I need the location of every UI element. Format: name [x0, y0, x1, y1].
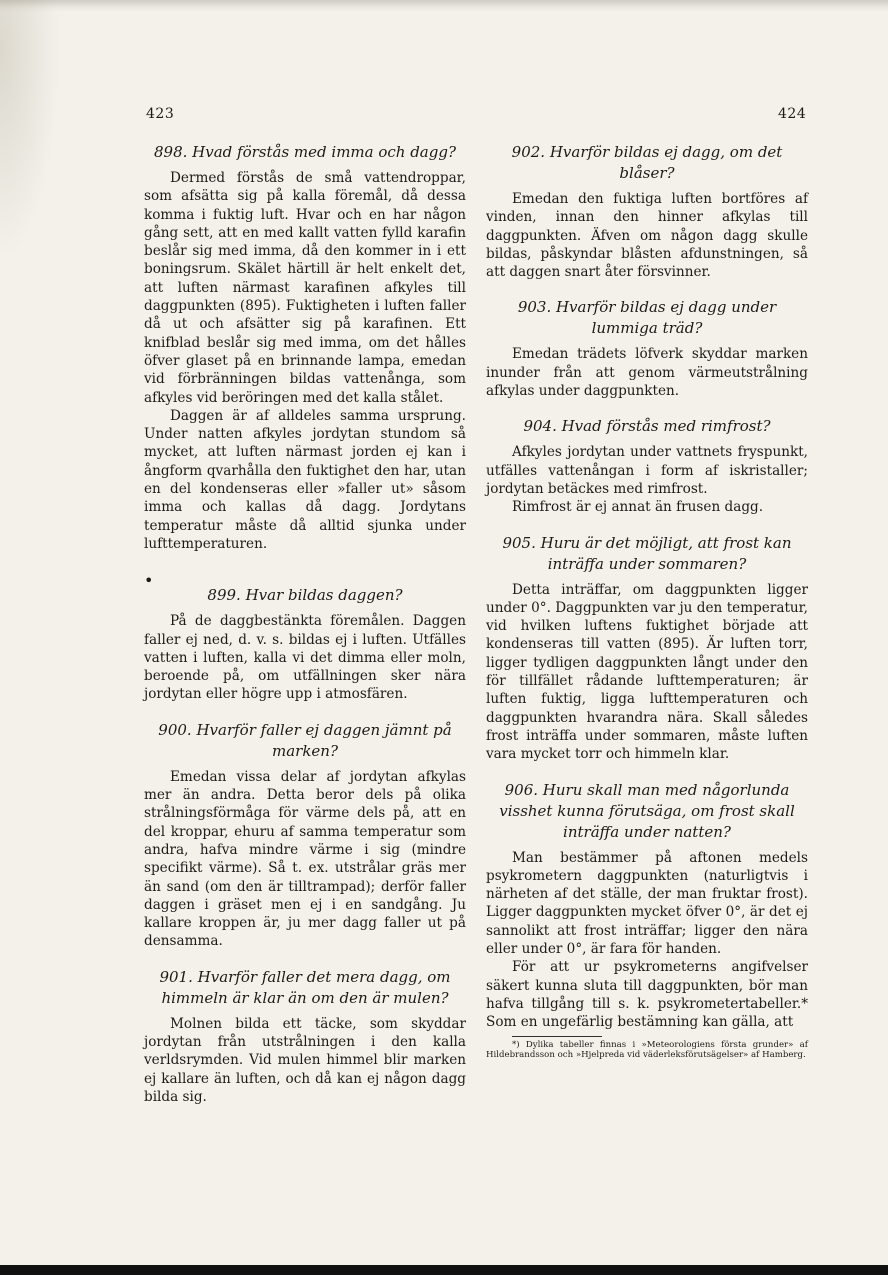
- heading-899: 899. Hvar bildas daggen?: [207, 586, 403, 605]
- paragraph-903-1: Emedan trädets löfverk skyddar marken inunder från att genom värmeutstrålning afkylas under daggpunkten.: [486, 346, 808, 400]
- bullet-mark: •: [144, 571, 154, 591]
- paragraph-906-1: Man bestämmer på aftonen medels psykrometern daggpunkten (naturligtvis i närheten af det ställe, der man fruktar frost). Ligger daggpunkten mycket öfver 0°, är det ej sannolikt att frost inträffar; ligger den nära eller under 0°, är fara för handen.: [486, 849, 808, 958]
- paragraph-900-1: Emedan vissa delar af jordytan afkylas mer än andra. Detta beror dels på olika strålningsförmåga för värme dels på, att en del kroppar, ehuru af samma temperatur som andra, hafva mindre värme i sig (mindre specifikt värme). Så t. ex. utstrålar gräs mer än sand (om den är tilltrampad); derför faller daggen i gräset men ej i en sandgång. Ju kallare kroppen är, ju mer dagg faller ut på densamma.: [144, 768, 466, 950]
- paragraph-902-1: Emedan den fuktiga luften bortföres af vinden, innan den hinner afkylas till daggpunkten. Äfven om någon dagg skulle bildas, påskyndar blåsten afdunstningen, så att daggen snart åter försvinner.: [486, 191, 808, 281]
- paragraph-905-1: Detta inträffar, om daggpunkten ligger under 0°. Daggpunkten var ju den temperatur, vid hvilken luftens fuktighet började att kondenseras till vatten (895). Är luften torr, ligger tydligen daggpunkten långt under den för tillfället rådande lufttemperaturen; är luften fuktig, ligga lufttemperaturen och daggpunkten hvarandra nära. Skall således frost inträffa under sommaren, måste luften vara mycket torr och himmeln klar.: [486, 581, 808, 763]
- heading-906: 906. Huru skall man med någorlunda visshet kunna förutsäga, om frost skall inträffa under natten?: [499, 780, 795, 841]
- heading-902: 902. Hvarför bildas ej dagg, om det blåser?: [511, 143, 783, 182]
- paragraph-898-2: Daggen är af alldeles samma ursprung. Under natten afkyles jordytan stundom så mycket, att luften närmast jorden ej kan i ångform qvarhålla den fuktighet den har, utan en del kondenseras eller »faller ut» såsom imma och kallas då dagg. Jordytans temperatur måste då alltid sjunka under lufttemperaturen.: [144, 407, 466, 552]
- footnote: *) Dylika tabeller finnas i »Meteorologiens första grunder» af Hildebrandsson och »Hjelpreda vid väderleksförutsägelser» af Hamberg.: [486, 1039, 808, 1060]
- paper-stain: [0, 0, 60, 260]
- footnote-rule: [512, 1036, 602, 1037]
- paragraph-904-1: Afkyles jordytan under vattnets fryspunkt, utfälles vattenångan i form af iskristaller; jordytan betäckes med rimfrost.: [486, 444, 808, 497]
- heading-901: 901. Hvarför faller det mera dagg, om himmeln är klar än om den är mulen?: [159, 967, 451, 1007]
- heading-898: 898. Hvad förstås med imma och dagg?: [154, 143, 456, 161]
- page-bottom-edge: [0, 1265, 888, 1275]
- paragraph-906-2: För att ur psykrometerns angifvelser säkert kunna sluta till daggpunkten, bör man hafva tillgång till s. k. psykrometertabeller.* Som en ungefärlig bestämning kan gälla, att: [486, 959, 808, 1031]
- page-number-right: 424: [778, 106, 807, 122]
- page-top-edge: [0, 0, 888, 12]
- paragraph-899-1: På de daggbestänkta föremålen. Daggen faller ej ned, d. v. s. bildas ej i luften. Utfälles vatten i luften, kalla vi det dimma eller moln, beroende på, om utfällningen sker nära jordytan eller högre upp i atmosfären.: [144, 613, 466, 703]
- heading-905: 905. Huru är det möjligt, att frost kan inträffa under sommaren?: [502, 533, 792, 573]
- paragraph-904-2: Rimfrost är ej annat än frusen dagg.: [512, 499, 764, 516]
- right-column: [486, 142, 808, 1061]
- heading-904: 904. Hvad förstås med rimfrost?: [523, 417, 771, 436]
- paragraph-898-1: Dermed förstås de små vattendroppar, som afsätta sig på kalla föremål, då dessa komma i fuktig luft. Hvar och en har någon gång sett, att en med kallt vatten fylld karafin beslår sig med imma, då den kommer in i ett boningsrum. Skälet härtill är helt enkelt det, att luften närmast karafinen afkyles till daggpunkten (895). Fuktigheten i luften faller då ut och afsätter sig på karafinen. Ett knifblad beslår sig med imma, om det hålles öfver glaset på en brinnande lampa, emedan vid förbränningen bildas vattenånga, som afkyles vid beröringen med det kalla stålet.: [144, 170, 466, 406]
- heading-903: 903. Hvarför bildas ej dagg under lummiga träd?: [517, 298, 777, 338]
- page-number-left: 423: [146, 106, 175, 122]
- paragraph-901-1: Molnen bilda ett täcke, som skyddar jordytan från utstrålningen i den kalla verldsrymden. Vid mulen himmel blir marken ej kallare än luften, och då kan ej någon dagg bilda sig.: [144, 1015, 466, 1105]
- heading-900: 900. Hvarför faller ej daggen jämnt på marken?: [158, 720, 452, 760]
- left-column: [144, 142, 466, 1106]
